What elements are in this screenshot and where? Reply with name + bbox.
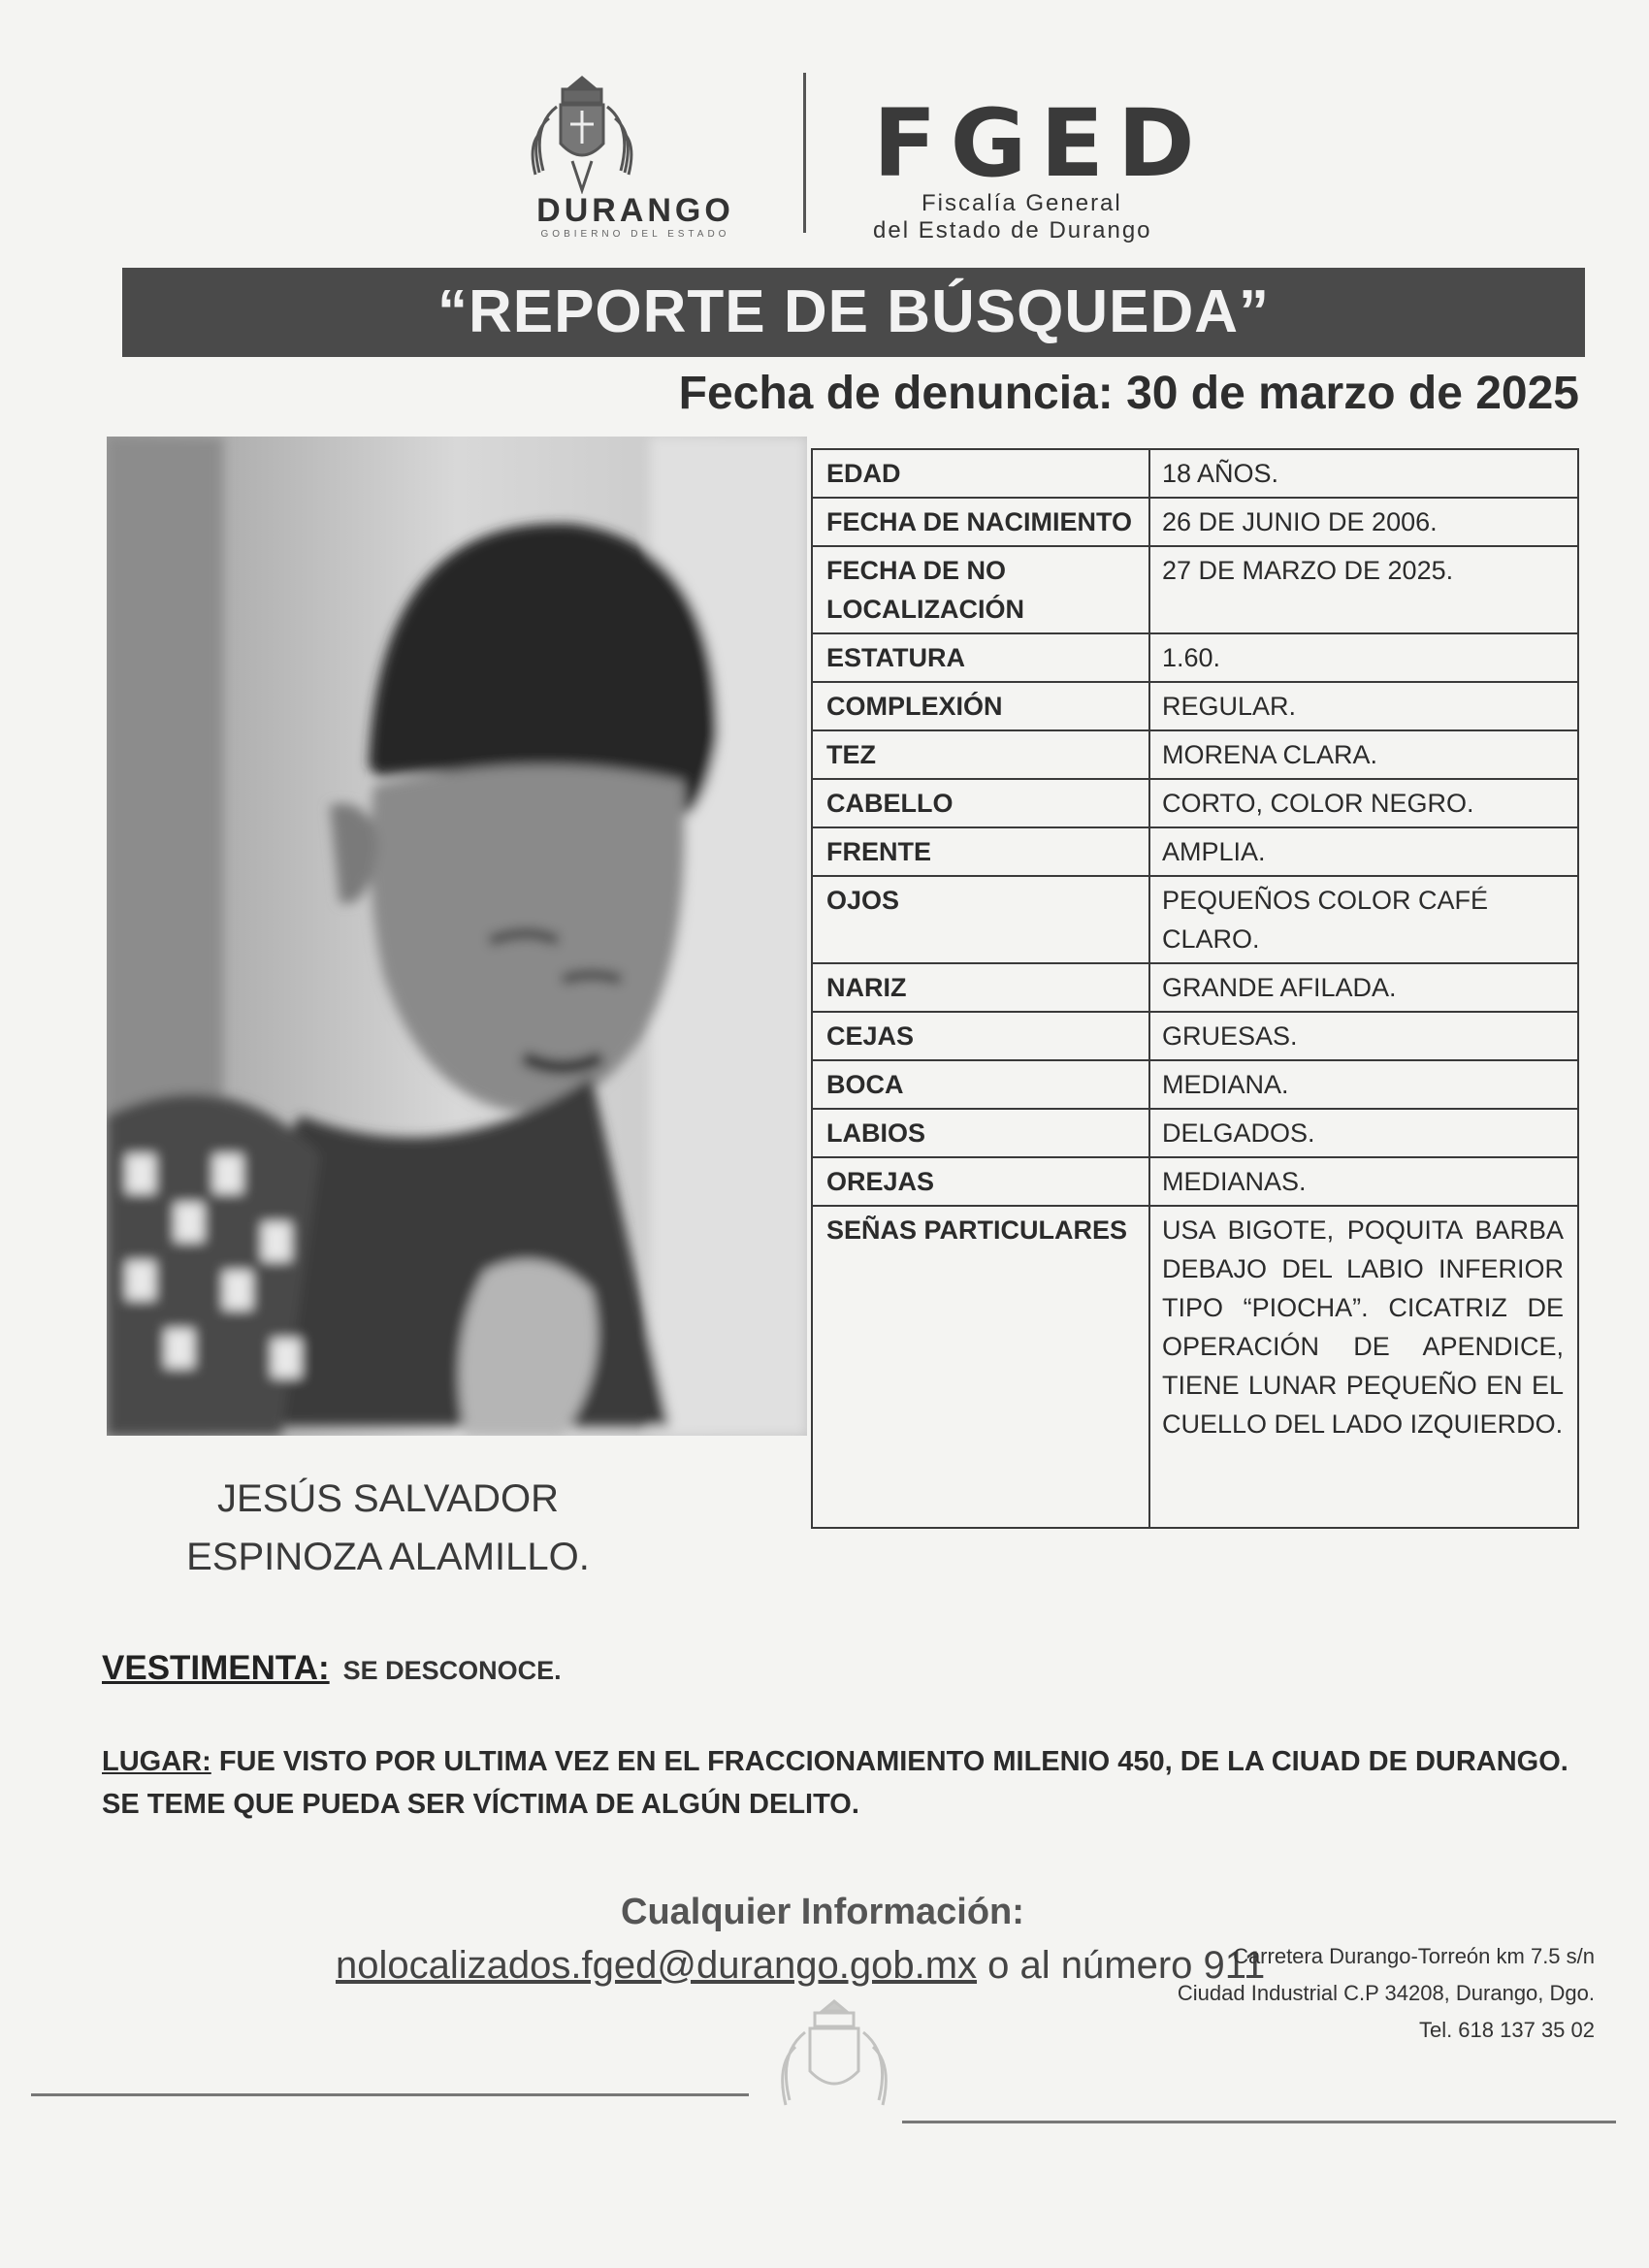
table-row	[812, 963, 1578, 1012]
durango-logo	[475, 68, 795, 243]
field-value: AMPLIA.	[1149, 827, 1578, 876]
table-row	[812, 1157, 1578, 1206]
clothing-section	[102, 1649, 562, 1688]
table-row	[812, 682, 1578, 730]
field-value: 1.60.	[1149, 633, 1578, 682]
contact-line	[336, 1944, 1265, 1988]
address-line2: Ciudad Industrial C.P 34208, Durango, Dgo.	[1177, 1981, 1595, 2005]
field-value: MORENA CLARA.	[1149, 730, 1578, 779]
state-name: DURANGO	[536, 192, 734, 229]
agency-name-line1: Fiscalía General	[922, 190, 1122, 216]
state-crest-icon	[514, 68, 650, 194]
footer-rule-right	[902, 2121, 1616, 2123]
contact-phone: o al número 911	[987, 1944, 1266, 1987]
field-label: FECHA DE NO LOCALIZACIÓN	[812, 546, 1149, 633]
field-label: OJOS	[812, 876, 1149, 963]
table-row	[812, 1109, 1578, 1157]
address-line1: Carretera Durango-Torreón km 7.5 s/n	[1233, 1944, 1595, 1968]
person-name-line1: JESÚS SALVADOR	[217, 1477, 559, 1520]
field-value: USA BIGOTE, POQUITA BARBA DEBAJO DEL LABIO INFERIOR TIPO “PIOCHA”. CICATRIZ DE OPERACIÓN DE APENDICE, TIENE LUNAR PEQUEÑO EN EL CUELLO DEL LADO IZQUIERDO.	[1149, 1206, 1578, 1528]
table-row	[812, 730, 1578, 779]
field-label: OREJAS	[812, 1157, 1149, 1206]
field-value: GRANDE AFILADA.	[1149, 963, 1578, 1012]
field-value: 26 DE JUNIO DE 2006.	[1149, 498, 1578, 546]
person-photo-image	[107, 437, 807, 1436]
clothing-label: VESTIMENTA:	[102, 1649, 330, 1687]
table-row	[812, 1060, 1578, 1109]
field-value: REGULAR.	[1149, 682, 1578, 730]
field-value: MEDIANA.	[1149, 1060, 1578, 1109]
field-label: TEZ	[812, 730, 1149, 779]
field-value: GRUESAS.	[1149, 1012, 1578, 1060]
report-title: “REPORTE DE BÚSQUEDA”	[436, 278, 1271, 345]
field-value: PEQUEÑOS COLOR CAFÉ CLARO.	[1149, 876, 1578, 963]
agency-address	[1178, 1938, 1595, 2049]
table-row	[812, 498, 1578, 546]
field-label: EDAD	[812, 449, 1149, 498]
address-phone: Tel. 618 137 35 02	[1418, 2018, 1595, 2042]
field-label: ESTATURA	[812, 633, 1149, 682]
person-name-line2: ESPINOZA ALAMILLO.	[186, 1536, 590, 1578]
header-divider	[803, 73, 806, 233]
table-row	[812, 1012, 1578, 1060]
field-label: NARIZ	[812, 963, 1149, 1012]
agency-acronym: FGED	[873, 89, 1209, 198]
place-label: LUGAR:	[102, 1746, 211, 1777]
field-label: LABIOS	[812, 1109, 1149, 1157]
field-value: 18 AÑOS.	[1149, 449, 1578, 498]
place-section	[102, 1740, 1596, 1826]
description-table	[811, 448, 1579, 1529]
watermark-crest-icon	[761, 1993, 907, 2124]
field-value: CORTO, COLOR NEGRO.	[1149, 779, 1578, 827]
table-row	[812, 449, 1578, 498]
table-row	[812, 827, 1578, 876]
field-label: FRENTE	[812, 827, 1149, 876]
state-subtitle: GOBIERNO DEL ESTADO	[540, 229, 730, 240]
table-row	[812, 546, 1578, 633]
field-label: CEJAS	[812, 1012, 1149, 1060]
clothing-value: SE DESCONOCE.	[342, 1656, 562, 1685]
person-name	[175, 1470, 601, 1586]
field-value: 27 DE MARZO DE 2025.	[1149, 546, 1578, 633]
person-photo	[107, 437, 807, 1436]
table-row	[812, 1206, 1578, 1528]
footer-rule-left	[31, 2093, 749, 2096]
field-label: SEÑAS PARTICULARES	[812, 1206, 1149, 1528]
table-row	[812, 779, 1578, 827]
field-label: COMPLEXIÓN	[812, 682, 1149, 730]
contact-email-link[interactable]: nolocalizados.fged@durango.gob.mx	[336, 1944, 978, 1987]
table-row	[812, 876, 1578, 963]
contact-title: Cualquier Información:	[621, 1892, 1024, 1932]
agency-name-line2: del Estado de Durango	[873, 217, 1152, 243]
field-value: MEDIANAS.	[1149, 1157, 1578, 1206]
title-banner	[122, 268, 1585, 357]
field-label: BOCA	[812, 1060, 1149, 1109]
table-row	[812, 633, 1578, 682]
field-label: FECHA DE NACIMIENTO	[812, 498, 1149, 546]
field-label: CABELLO	[812, 779, 1149, 827]
place-value: FUE VISTO POR ULTIMA VEZ EN EL FRACCIONAMIENTO MILENIO 450, DE LA CIUAD DE DURANGO. SE TEME QUE PUEDA SER VÍCTIMA DE ALGÚN DELITO.	[102, 1746, 1568, 1820]
field-value: DELGADOS.	[1149, 1109, 1578, 1157]
report-date: Fecha de denuncia: 30 de marzo de 2025	[678, 368, 1579, 419]
